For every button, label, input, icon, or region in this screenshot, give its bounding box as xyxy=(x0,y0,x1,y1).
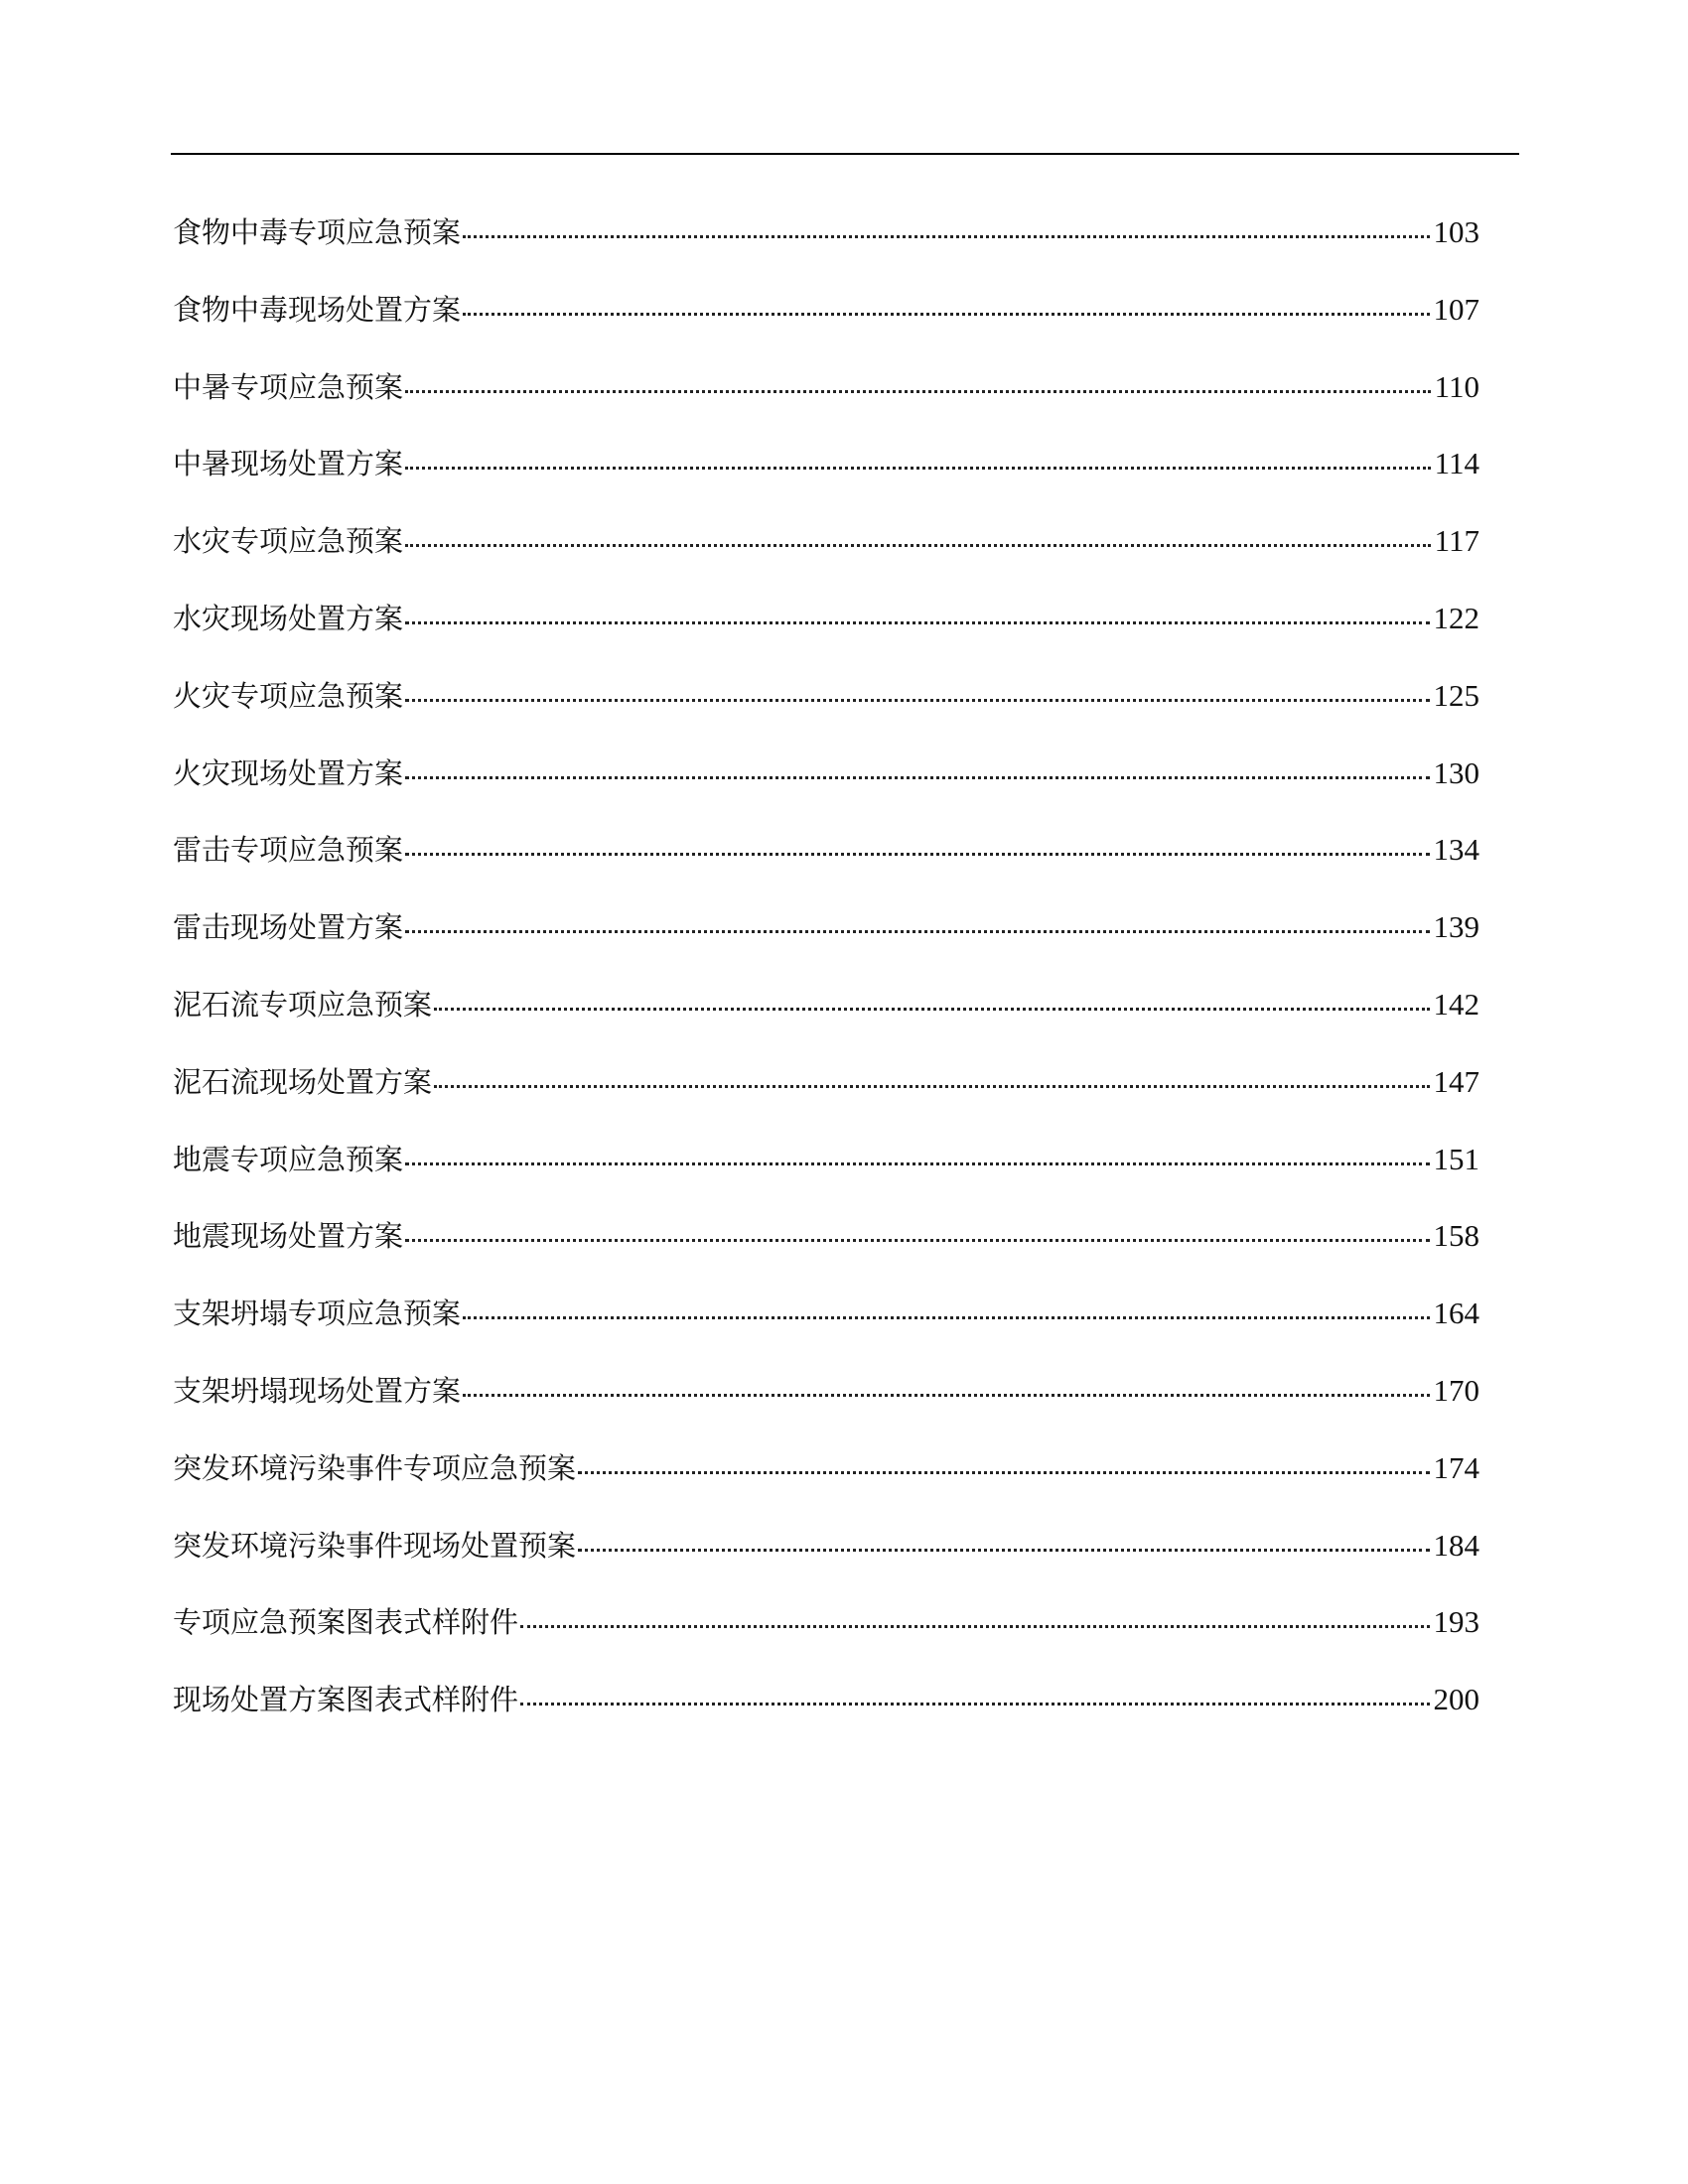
toc-entry[interactable] xyxy=(173,1292,1479,1369)
toc-entry-page: 110 xyxy=(1434,368,1479,404)
toc-entry-title: 支架坍塌专项应急预案 xyxy=(173,1297,462,1331)
toc-dot-leader xyxy=(405,930,1429,933)
toc-entry-title: 火灾专项应急预案 xyxy=(173,678,404,713)
toc-dot-leader xyxy=(463,235,1429,238)
toc-dot-leader xyxy=(520,1625,1429,1628)
toc-entry[interactable] xyxy=(173,1446,1479,1524)
toc-entry[interactable] xyxy=(173,597,1479,674)
toc-entry[interactable] xyxy=(173,1214,1479,1292)
toc-entry-title: 突发环境污染事件现场处置预案 xyxy=(173,1528,577,1563)
toc-entry-page: 134 xyxy=(1433,832,1479,868)
toc-entry-page: 147 xyxy=(1433,1063,1479,1099)
toc-dot-leader xyxy=(578,1549,1429,1552)
toc-dot-leader xyxy=(434,1008,1429,1011)
toc-dot-leader xyxy=(405,853,1429,856)
toc-entry-title: 突发环境污染事件专项应急预案 xyxy=(173,1450,577,1485)
toc-dot-leader xyxy=(520,1703,1429,1706)
toc-dot-leader xyxy=(463,1316,1429,1319)
toc-entry-title: 支架坍塌现场处置方案 xyxy=(173,1373,462,1408)
toc-entry[interactable] xyxy=(173,1369,1479,1446)
toc-entry-title: 现场处置方案图表式样附件 xyxy=(173,1683,519,1717)
toc-entry[interactable] xyxy=(173,365,1479,443)
toc-entry[interactable] xyxy=(173,1678,1479,1755)
toc-entry-page: 193 xyxy=(1433,1604,1479,1640)
toc-entry-title: 专项应急预案图表式样附件 xyxy=(173,1605,519,1640)
toc-entry-page: 174 xyxy=(1433,1449,1479,1485)
toc-entry-page: 107 xyxy=(1433,291,1479,327)
toc-entry-page: 117 xyxy=(1434,523,1479,559)
toc-entry[interactable] xyxy=(173,828,1479,905)
toc-entry-title: 食物中毒专项应急预案 xyxy=(173,215,462,249)
toc-entry-page: 139 xyxy=(1433,909,1479,945)
toc-dot-leader xyxy=(463,313,1429,316)
toc-entry-page: 130 xyxy=(1433,754,1479,790)
header-divider xyxy=(171,153,1519,155)
toc-entry-page: 200 xyxy=(1433,1682,1479,1717)
toc-entry-title: 泥石流专项应急预案 xyxy=(173,987,433,1022)
toc-entry[interactable] xyxy=(173,751,1479,829)
toc-dot-leader xyxy=(405,776,1429,779)
toc-entry[interactable] xyxy=(173,519,1479,597)
toc-entry-page: 184 xyxy=(1433,1527,1479,1563)
toc-entry-title: 雷击专项应急预案 xyxy=(173,833,404,868)
toc-dot-leader xyxy=(578,1471,1429,1474)
toc-entry-page: 122 xyxy=(1433,600,1479,635)
toc-entry[interactable] xyxy=(173,905,1479,983)
toc-entry-title: 水灾专项应急预案 xyxy=(173,524,404,559)
toc-entry[interactable] xyxy=(173,674,1479,751)
toc-entry-page: 158 xyxy=(1433,1218,1479,1254)
toc-entry-page: 142 xyxy=(1433,986,1479,1022)
toc-entry-title: 水灾现场处置方案 xyxy=(173,601,404,635)
toc-dot-leader xyxy=(405,1239,1429,1242)
toc-dot-leader xyxy=(405,467,1431,470)
toc-entry-title: 地震现场处置方案 xyxy=(173,1219,404,1254)
toc-entry-title: 泥石流现场处置方案 xyxy=(173,1064,433,1099)
toc-entry-page: 170 xyxy=(1433,1372,1479,1408)
toc-entry-title: 雷击现场处置方案 xyxy=(173,910,404,945)
toc-entry[interactable] xyxy=(173,1060,1479,1138)
toc-dot-leader xyxy=(405,621,1429,624)
toc-entry[interactable] xyxy=(173,1524,1479,1601)
toc-entry-title: 中暑现场处置方案 xyxy=(173,447,404,481)
toc-entry-page: 151 xyxy=(1433,1141,1479,1176)
toc-entry[interactable] xyxy=(173,983,1479,1060)
toc-entry-title: 地震专项应急预案 xyxy=(173,1142,404,1176)
toc-dot-leader xyxy=(405,390,1431,393)
toc-entry-page: 103 xyxy=(1433,214,1479,249)
toc-entry[interactable] xyxy=(173,1600,1479,1678)
toc-dot-leader xyxy=(405,1162,1429,1165)
toc-entry-title: 火灾现场处置方案 xyxy=(173,755,404,790)
toc-entry-page: 164 xyxy=(1433,1296,1479,1331)
table-of-contents xyxy=(173,210,1479,1755)
toc-entry[interactable] xyxy=(173,210,1479,288)
toc-entry[interactable] xyxy=(173,442,1479,519)
toc-entry-page: 125 xyxy=(1433,677,1479,713)
toc-dot-leader xyxy=(405,699,1429,702)
toc-dot-leader xyxy=(434,1085,1429,1088)
toc-entry-page: 114 xyxy=(1434,446,1479,481)
toc-entry[interactable] xyxy=(173,288,1479,365)
toc-dot-leader xyxy=(405,544,1431,547)
toc-entry-title: 中暑专项应急预案 xyxy=(173,369,404,404)
toc-dot-leader xyxy=(463,1394,1429,1397)
toc-entry[interactable] xyxy=(173,1138,1479,1215)
toc-entry-title: 食物中毒现场处置方案 xyxy=(173,292,462,327)
